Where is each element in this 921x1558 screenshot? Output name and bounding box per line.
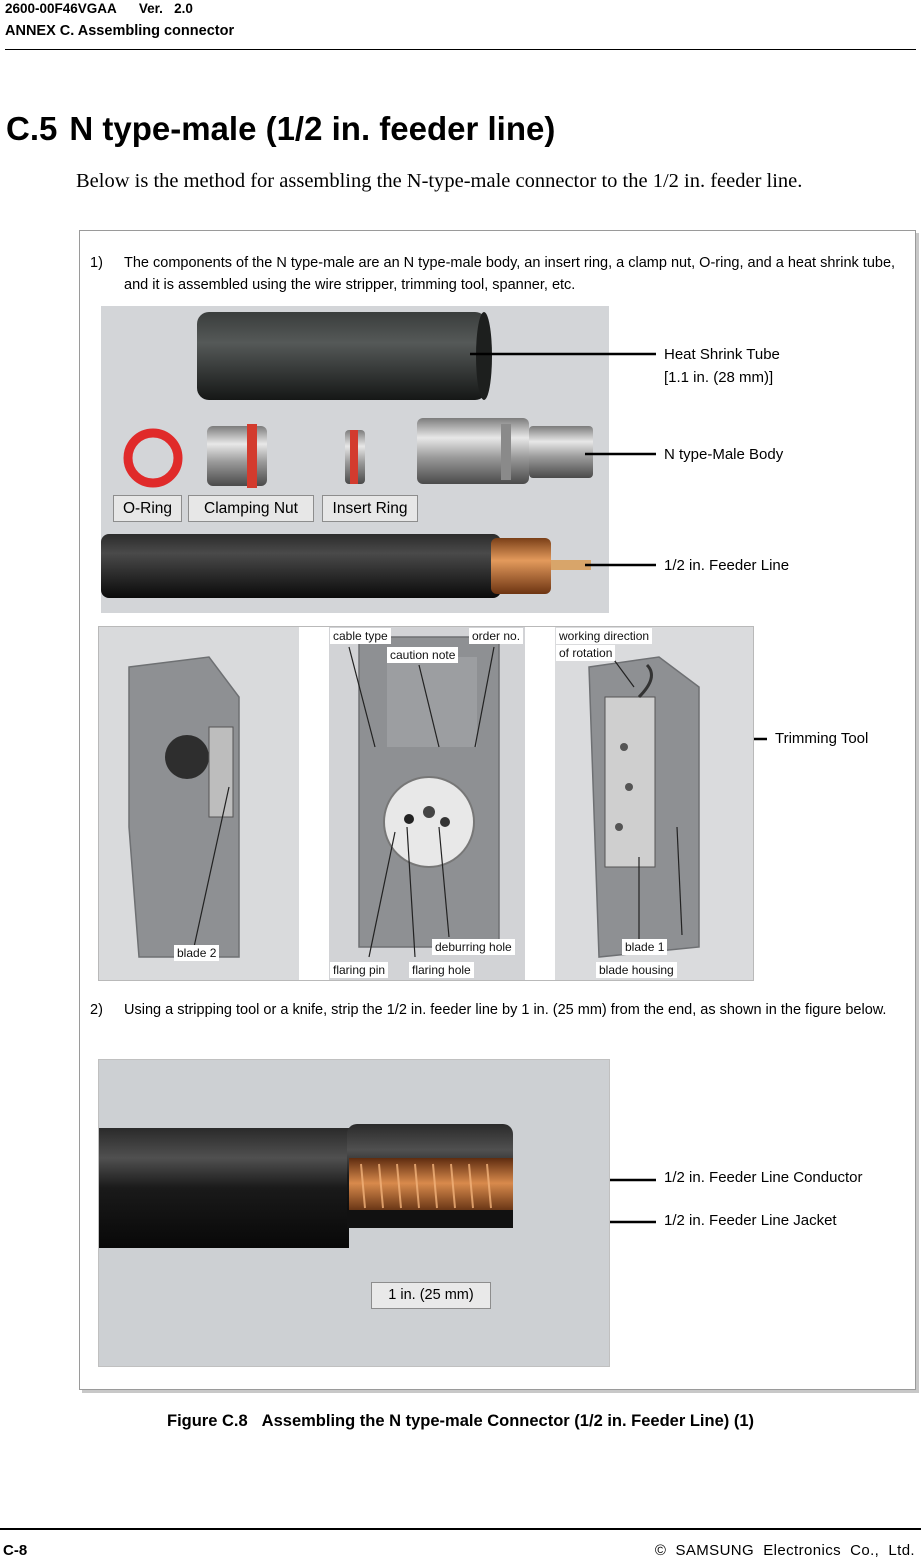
label-n-type-male-body: N type-Male Body (664, 446, 784, 463)
step-1-text: The components of the N type-male are an N type-male body, an insert ring, a clamp nut, O-ring, and a heat shrink tube, and it is assembled using the wire stripper, trimming tool, spanner, etc. (124, 255, 896, 293)
page-footer (0, 1528, 921, 1558)
label-feeder-jacket: 1/2 in. Feeder Line Jacket (664, 1212, 837, 1229)
callout-blade-housing: blade housing (596, 962, 677, 978)
cable-jacket (99, 1128, 349, 1248)
callout-deburring-hole: deburring hole (432, 939, 515, 955)
label-trimming-tool: Trimming Tool (775, 730, 869, 747)
dimension-label: 1 in. (25 mm) (371, 1282, 491, 1309)
trimming-tool-illustration (99, 627, 754, 981)
tag-clamping-nut: Clamping Nut (188, 495, 314, 522)
label-feeder-conductor: 1/2 in. Feeder Line Conductor (664, 1169, 863, 1186)
page-number: C-8 (3, 1542, 28, 1558)
figure-number: Figure C.8 (166, 1412, 248, 1430)
step-2-number: 2) (90, 1002, 103, 1018)
section-title-text: N type-male (1/2 in. feeder line) (69, 110, 556, 147)
callout-cable-type: cable type (330, 628, 391, 644)
step-1-number: 1) (90, 255, 103, 271)
callout-working-direction: working direction (556, 628, 652, 644)
trimming-tool-photo (98, 626, 754, 981)
callout-flaring-pin: flaring pin (330, 962, 388, 978)
intro-paragraph: Below is the method for assembling the N-type-male connector to the 1/2 in. feeder line. (76, 170, 803, 192)
figure-caption (0, 1412, 921, 1431)
tag-o-ring: O-Ring (113, 495, 182, 522)
callout-caution-note: caution note (387, 647, 458, 663)
callout-blade-1: blade 1 (622, 939, 667, 955)
step-2 (90, 999, 910, 1021)
callout-order-no: order no. (469, 628, 523, 644)
tag-insert-ring: Insert Ring (322, 495, 418, 522)
callout-of-rotation: of rotation (556, 645, 615, 661)
step-2-text: Using a stripping tool or a knife, strip the 1/2 in. feeder line by 1 in. (25 mm) from the end, as shown in the figure below. (124, 1002, 887, 1018)
label-feeder-line: 1/2 in. Feeder Line (664, 557, 790, 574)
header-section: ANNEX C. Assembling connector (5, 23, 235, 39)
doc-version: Ver. 2.0 (138, 1, 193, 16)
doc-id: 2600-00F46VGAA (5, 1, 117, 16)
label-heat-shrink-size: [1.1 in. (28 mm)] (664, 369, 774, 386)
label-heat-shrink-tube: Heat Shrink Tube (664, 346, 780, 363)
copyright: © SAMSUNG Electronics Co., Ltd. (654, 1542, 915, 1558)
callout-blade-2: blade 2 (174, 945, 219, 961)
stripped-cable-photo (98, 1059, 610, 1367)
callout-flaring-hole: flaring hole (409, 962, 474, 978)
section-number: C.5 (6, 110, 58, 147)
figure-caption-text: Assembling the N type-male Connector (1/2 in. Feeder Line) (1) (261, 1412, 755, 1430)
stripped-cable-illustration (99, 1060, 610, 1367)
